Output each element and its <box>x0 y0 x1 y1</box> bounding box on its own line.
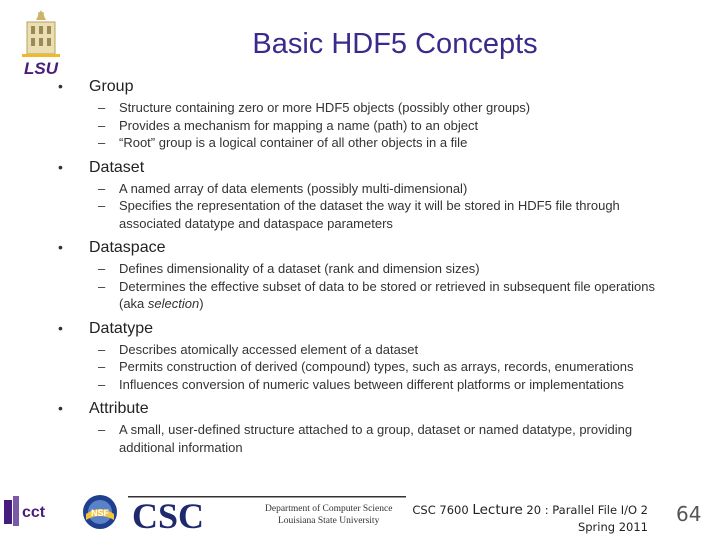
sub-point <box>58 376 678 394</box>
csc-wordmark: CSC <box>132 496 205 536</box>
sub-point-text: A named array of data elements (possibly multi-dimensional) <box>119 180 468 196</box>
slide-title: Basic HDF5 Concepts <box>252 28 538 60</box>
topic-label: Dataset <box>89 158 145 176</box>
dash-marker: – <box>98 117 106 133</box>
dash-marker: – <box>98 376 106 392</box>
sub-point-list <box>58 180 678 233</box>
sub-point-text: Describes atomically accessed element of a dataset <box>119 341 419 357</box>
sub-point <box>58 421 678 456</box>
footer-lecture-word: Lecture <box>472 502 523 518</box>
footer-term: Spring 2011 <box>577 520 648 534</box>
dash-marker: – <box>98 135 106 150</box>
dash-marker: – <box>98 180 106 196</box>
sub-point-text: Permits construction of derived (compound) types, such as arrays, records, enumerations <box>119 359 634 374</box>
nsf-logo <box>83 495 117 529</box>
sub-point-text: Determines the effective subset of data to be stored or retrieved in subsequent file operations (aka selection) <box>119 278 655 311</box>
nsf-wordmark: NSF <box>91 508 109 518</box>
page-number: 64 <box>676 502 702 526</box>
university-name: Louisiana State University <box>278 516 380 526</box>
sub-point-list <box>58 99 678 152</box>
sub-point <box>58 117 678 135</box>
sub-point-text: “Root” group is a logical container of all other objects in a file <box>119 135 468 150</box>
bullet-marker: • <box>58 158 63 175</box>
bullet-marker: • <box>58 78 63 94</box>
sub-point <box>58 134 678 152</box>
topic-attribute <box>58 398 678 456</box>
topic-label: Attribute <box>89 400 149 417</box>
footer-course-info <box>410 502 648 536</box>
topic-dataspace <box>58 237 678 313</box>
sub-point-text: Specifies the representation of the dataset the way it will be stored in HDF5 file through associated datatype and dataspace parameters <box>119 198 620 231</box>
dash-marker: – <box>98 278 106 294</box>
topic-label: Datatype <box>89 319 154 337</box>
sub-point <box>58 260 678 278</box>
footer-course-suffix: 20 : Parallel File I/O 2 <box>522 503 648 517</box>
dash-marker: – <box>98 198 106 213</box>
dash-marker: – <box>98 359 106 374</box>
topic-group <box>58 76 678 152</box>
dash-marker: – <box>98 341 106 357</box>
sub-point-text: Provides a mechanism for mapping a name (path) to an object <box>119 117 479 133</box>
sub-point <box>58 180 678 198</box>
cct-logo <box>4 496 46 526</box>
lsu-wordmark: LSU <box>24 59 58 78</box>
sub-point <box>58 197 678 232</box>
sub-point-list <box>58 421 678 456</box>
dept-name: Department of Computer Science <box>265 504 393 514</box>
sub-point-text: Structure containing zero or more HDF5 objects (possibly other groups) <box>119 100 531 115</box>
sub-point-list <box>58 341 678 394</box>
sub-point-text: Defines dimensionality of a dataset (rank and dimension sizes) <box>119 261 480 276</box>
topic-label: Dataspace <box>89 239 166 256</box>
emphasis-selection: selection <box>147 296 200 311</box>
sub-point <box>58 99 678 117</box>
sub-point-text: Influences conversion of numeric values between different platforms or implementations <box>119 376 624 392</box>
topic-datatype <box>58 318 678 394</box>
dash-marker: – <box>98 261 106 276</box>
dash-marker: – <box>98 422 106 437</box>
dash-marker: – <box>98 100 106 115</box>
sub-point <box>58 278 678 313</box>
bullet-marker: • <box>58 239 63 255</box>
sub-point-list <box>58 260 678 313</box>
slide-content <box>58 76 678 461</box>
footer-course-prefix: CSC 7600 <box>412 503 473 517</box>
bullet-marker: • <box>58 400 63 416</box>
bullet-marker: • <box>58 319 63 336</box>
cct-wordmark: cct <box>22 504 46 521</box>
topic-label: Group <box>89 78 134 95</box>
sub-point <box>58 341 678 359</box>
topic-dataset <box>58 157 678 233</box>
sub-point-text: A small, user-defined structure attached to a group, dataset or named datatype, providing additional information <box>119 422 633 455</box>
sub-point <box>58 358 678 376</box>
csc-department-logo <box>128 496 406 536</box>
footer-logo-strip <box>0 490 420 540</box>
